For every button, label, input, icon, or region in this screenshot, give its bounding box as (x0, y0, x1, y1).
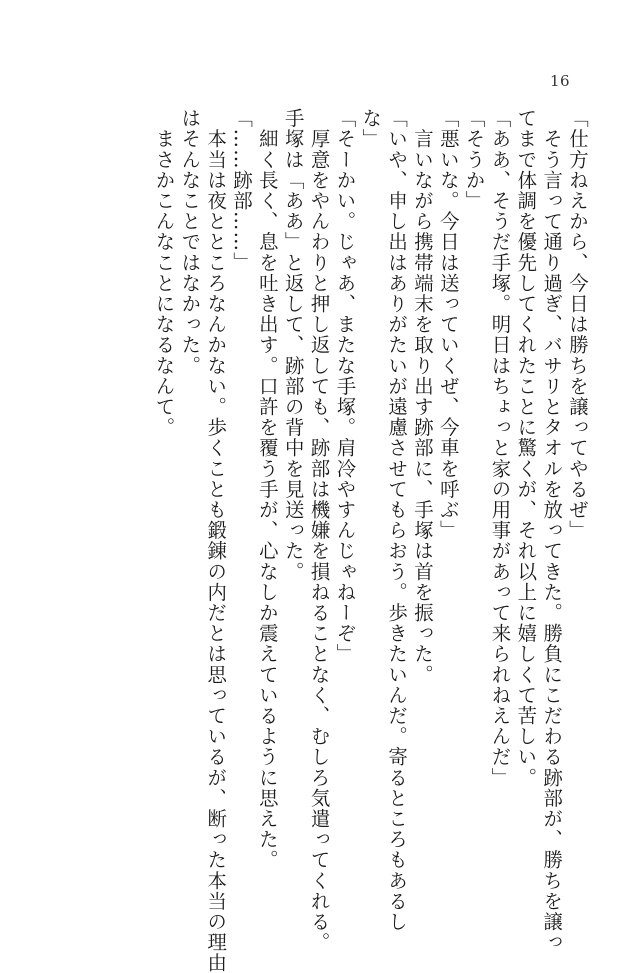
text-line: 細く長く、息を吐き出す。口許を覆う手が、心なしか震えているように思えた。 (255, 108, 279, 871)
page-number: 16 (549, 72, 571, 90)
text-line: 「悪いな。今日は送っていくぜ、今車を呼ぶ」 (436, 108, 460, 541)
body-text (151, 108, 590, 973)
text-line: 「そーかい。じゃあ、またな手塚。肩冷やすんじゃねーぞ」 (333, 108, 357, 665)
text-line: 「……跡部……」 (230, 108, 254, 273)
text-line: 「仕方ねえから、今日は勝ちを譲ってやるぜ」 (566, 108, 589, 541)
text-line: 本当は夜とところなんかない。歩くことも鍛錬の内だとは思っているが、断った本当の理由 (204, 108, 228, 973)
text-line: 「いや、申し出はありがたいが遠慮させてもらおう。歩きたいんだ。寄るところもあるし (385, 108, 409, 932)
text-line: そう言って通り過ぎ、バサリとタオルを放ってきた。勝負にこだわる跡部が、勝ちを譲っ (540, 108, 564, 953)
text-line: 手塚は「ああ」と返して、跡部の背中を見送った。 (281, 108, 305, 582)
text-line: 「そうか」 (462, 108, 486, 211)
text-line: な」 (359, 108, 383, 150)
text-line: てまで体調を優先してくれたことに驚くが、それ以上に嬉しくて苦しい。 (514, 108, 538, 788)
text-line: まさかこんなことになるなんて。 (152, 108, 176, 438)
text-line: はそんなことではなかった。 (178, 108, 202, 376)
text-line: 「ああ、そうだ手塚。明日はちょっと家の用事があって来られねえんだ」 (488, 108, 512, 788)
text-line: 言いながら携帯端末を取り出す跡部に、手塚は首を振った。 (410, 108, 434, 685)
text-line: 厚意をやんわりと押し返しても、跡部は機嫌を損ねることなく、むしろ気遣ってくれる。 (307, 108, 331, 953)
